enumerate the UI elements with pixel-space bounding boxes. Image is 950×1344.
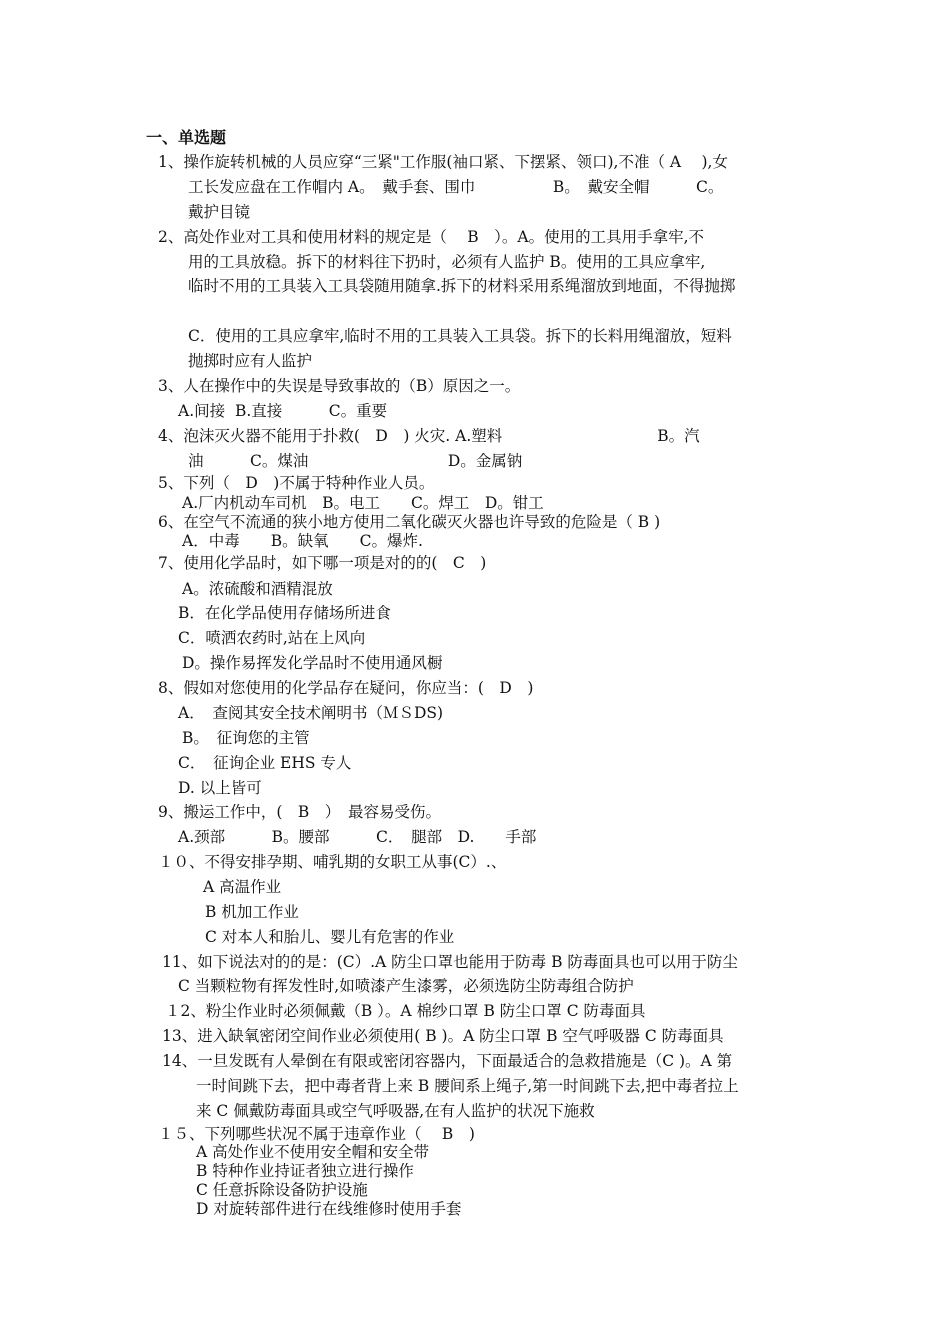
q8-option-a: A． 查阅其安全技术阐明书（ＭＳDS) xyxy=(178,704,444,722)
q11-line-2: C 当颗粒物有挥发性时,如喷漆产生漆雾，必须选防尘防毒组合防护 xyxy=(178,977,634,995)
q1-line-3: 戴护目镜 xyxy=(188,203,251,221)
q12-line: １2、粉尘作业时必须佩戴（B ）。A 棉纱口罩 B 防尘口罩 C 防毒面具 xyxy=(165,1002,646,1020)
q8-option-d: D. 以上皆可 xyxy=(178,779,262,797)
q2-line-5: 抛掷时应有人监护 xyxy=(188,352,313,370)
q10-option-c: C 对本人和胎儿、婴儿有危害的作业 xyxy=(205,928,455,946)
q6-question: 6、在空气不流通的狭小地方使用二氧化碳灭火器也许导致的危险是（ B ) xyxy=(158,513,661,531)
q7-option-a: A。浓硫酸和酒精混放 xyxy=(182,580,333,598)
q2-line-1: 2、高处作业对工具和使用材料的规定是（ B ）。A。使用的工具用手拿牢,不 xyxy=(158,228,705,246)
q15-question: １５、下列哪些状况不属于违章作业（ B ) xyxy=(158,1125,475,1143)
q15-option-c: C 任意拆除设备防护设施 xyxy=(196,1181,368,1199)
q14-line-2: 一时间跳下去，把中毒者背上来 B 腰间系上绳子,第一时间跳下去,把中毒者拉上 xyxy=(196,1077,739,1095)
q11-line-1: 11、如下说法对的的是：(C）.A 防尘口罩也能用于防毒 B 防毒面具也可以用于防尘 xyxy=(162,953,738,971)
q14-line-3: 来 C 佩戴防毒面具或空气呼吸器,在有人监护的状况下施救 xyxy=(196,1102,595,1120)
q2-line-4: C．使用的工具应拿牢,临时不用的工具装入工具袋。拆下的长料用绳溜放，短料 xyxy=(188,327,732,345)
q4-line-2: 油 C。煤油 D。金属钠 xyxy=(188,452,523,470)
section-title: 一、单选题 xyxy=(146,128,227,147)
q8-option-b: B。 征询您的主管 xyxy=(182,729,310,747)
q9-options: A.颈部 B。腰部 C． 腿部 D. 手部 xyxy=(178,828,537,846)
q8-option-c: C． 征询企业 EHS 专人 xyxy=(178,754,352,772)
q3-options: A.间接 B.直接 C。重要 xyxy=(178,402,388,420)
q2-line-2: 用的工具放稳。拆下的材料往下扔时，必须有人监护 B。使用的工具应拿牢, xyxy=(188,253,706,271)
q13-line: 13、进入缺氧密闭空间作业必须使用( B )。A 防尘口罩 B 空气呼吸器 C 防毒面具 xyxy=(162,1027,724,1045)
q8-question: 8、假如对您使用的化学品存在疑问，你应当：( D ) xyxy=(158,679,534,697)
q15-option-d: D 对旋转部件进行在线维修时使用手套 xyxy=(196,1200,462,1218)
q14-line-1: 14、一旦发既有人晕倒在有限或密闭容器内，下面最适合的急救措施是（C )。A 第 xyxy=(162,1052,733,1070)
q5-question: 5、下列（ D )不属于特种作业人员。 xyxy=(158,474,435,492)
q9-question: 9、搬运工作中，( B ） 最容易受伤。 xyxy=(158,803,442,821)
q3-question: 3、人在操作中的失误是导致事故的（B）原因之一。 xyxy=(158,377,521,395)
q10-option-a: A 高温作业 xyxy=(203,878,282,896)
q10-option-b: B 机加工作业 xyxy=(205,903,299,921)
q15-option-b: B 特种作业持证者独立进行操作 xyxy=(196,1162,414,1180)
q6-options: A．中毒 B。缺氧 C。爆炸. xyxy=(182,532,423,550)
q7-option-d: D。操作易挥发化学品时不使用通风橱 xyxy=(182,654,443,672)
q7-option-b: B．在化学品使用存储场所进食 xyxy=(178,604,391,622)
q10-question: １０、不得安排孕期、哺乳期的女职工从事(C）.、 xyxy=(158,853,507,871)
q2-line-3: 临时不用的工具装入工具袋随用随拿.拆下的材料采用系绳溜放到地面，不得抛掷 xyxy=(188,277,736,295)
q4-line-1: 4、泡沫灭火器不能用于扑救( D ) 火灾. A.塑料 B。汽 xyxy=(158,427,700,445)
q1-line-2: 工长发应盘在工作帽内 A。 戴手套、围巾 B。 戴安全帽 C。 xyxy=(188,178,724,196)
q15-option-a: A 高处作业不使用安全帽和安全带 xyxy=(196,1143,430,1161)
q7-question: 7、使用化学品时，如下哪一项是对的的( C ) xyxy=(158,554,487,572)
q5-options: A.厂内机动车司机 B。电工 C。焊工 D。钳工 xyxy=(182,494,544,512)
q1-line-1: 1、操作旋转机械的人员应穿“三紧"工作服(袖口紧、下摆紧、领口),不准（ A ),女 xyxy=(158,153,728,171)
q7-option-c: C．喷洒农药时,站在上风向 xyxy=(178,629,366,647)
